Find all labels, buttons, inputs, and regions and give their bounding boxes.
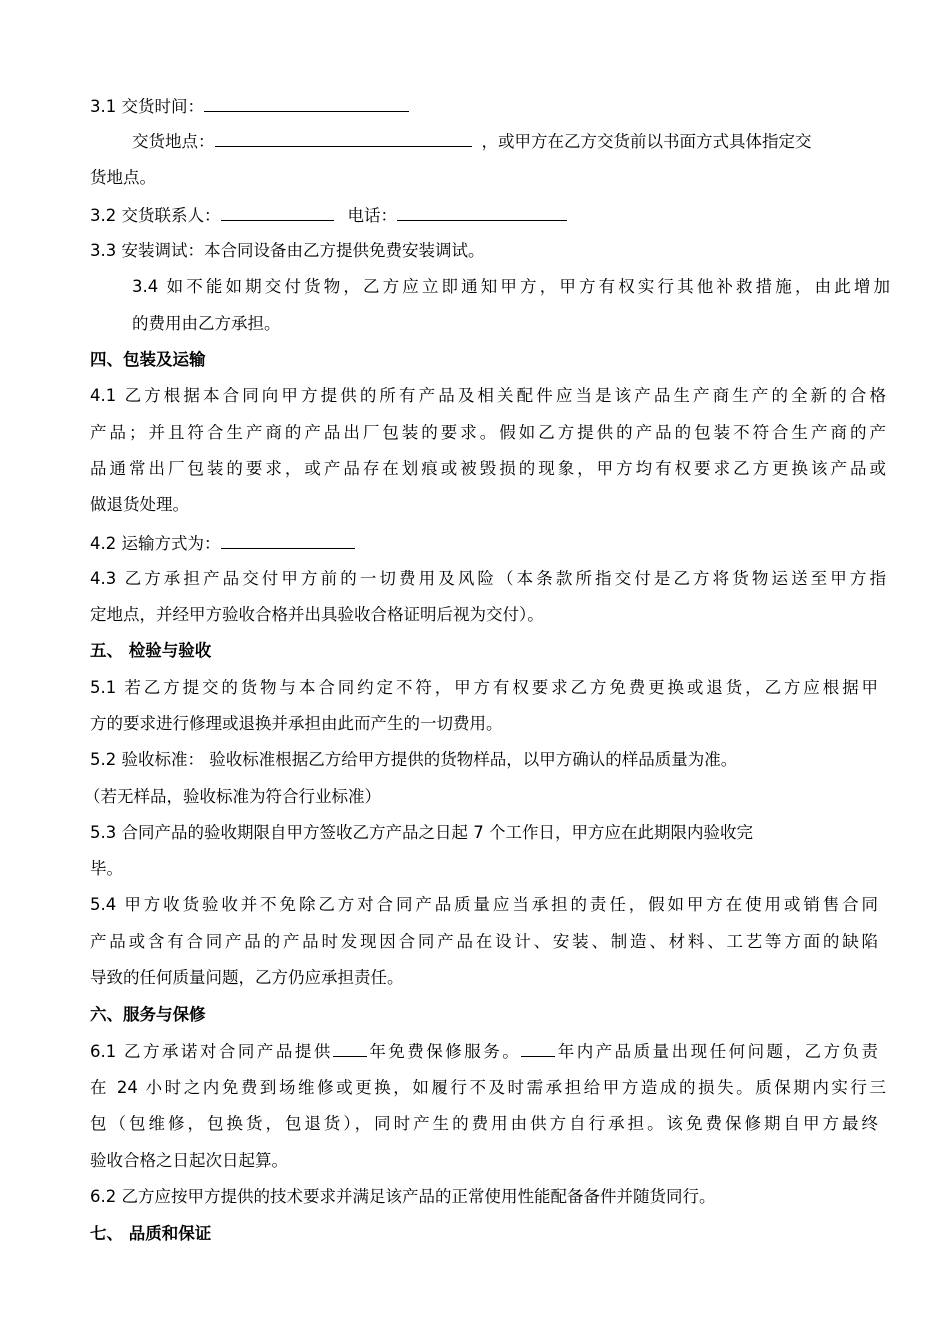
- clause-5-2: 5.2 验收标准： 验收标准根据乙方给甲方提供的货物样品，以甲方确认的样品质量为准。: [90, 750, 738, 769]
- clause-4-1-cont-1: 产品；并且符合生产商的产品出厂包装的要求。假如乙方提供的产品的包装不符合生产商的产: [90, 423, 886, 442]
- clause-3-1-place: [132, 130, 878, 153]
- clause-3-1: [90, 95, 409, 118]
- phone-label: 电话：: [347, 206, 397, 225]
- clause-3-2: [90, 204, 567, 227]
- clause-5-4-cont-2: 导致的任何质量问题，乙方仍应承担责任。: [90, 968, 404, 987]
- delivery-place-label: 交货地点：: [132, 132, 215, 151]
- delivery-time-blank: [204, 95, 409, 112]
- warranty-text-2: 年免费保修服务。: [366, 1042, 522, 1061]
- contact-label: 3.2 交货联系人：: [90, 206, 221, 225]
- clause-6-1-cont-3: 验收合格之日起次日起算。: [90, 1151, 288, 1170]
- clause-3-1-text: 3.1 交货时间：: [90, 97, 204, 116]
- warranty-text-3: 年内产品质量出现任何问题，乙方负责: [555, 1042, 878, 1061]
- clause-3-1-cont: 货地点。: [90, 168, 156, 187]
- clause-4-1: 4.1 乙方根据本合同向甲方提供的所有产品及相关配件应当是该产品生产商生产的全新的合格: [90, 386, 886, 405]
- clause-5-2-cont: （若无样品，验收标准为符合行业标准）: [84, 787, 381, 806]
- section-6-heading: 六、服务与保修: [90, 1005, 206, 1024]
- clause-5-1: 5.1 若乙方提交的货物与本合同约定不符，甲方有权要求乙方免费更换或退货，乙方应根据甲: [90, 678, 878, 697]
- contact-blank: [221, 204, 334, 221]
- clause-5-3-cont: 毕。: [90, 859, 123, 878]
- phone-blank: [397, 204, 567, 221]
- clause-4-3: 4.3 乙方承担产品交付甲方前的一切费用及风险（本条款所指交付是乙方将货物运送至甲方指: [90, 569, 886, 588]
- clause-3-3: 3.3 安装调试：本合同设备由乙方提供免费安装调试。: [90, 241, 485, 260]
- clause-4-1-cont-3: 做退货处理。: [90, 495, 189, 514]
- clause-4-3-cont: 定地点，并经甲方验收合格并出具验收合格证明后视为交付）。: [90, 605, 544, 624]
- section-5-heading: 五、 检验与验收: [90, 641, 212, 660]
- transport-blank: [221, 532, 355, 549]
- clause-5-1-cont: 方的要求进行修理或退换并承担由此而产生的一切费用。: [90, 714, 503, 733]
- transport-label: 4.2 运输方式为：: [90, 534, 221, 553]
- section-4-heading: 四、包装及运输: [90, 350, 206, 369]
- clause-3-4-cont: 的费用由乙方承担。: [132, 314, 281, 333]
- clause-6-1-cont-1: 在 24 小时之内免费到场维修或更换，如履行不及时需承担给甲方造成的损失。质保期内实行三: [90, 1078, 886, 1097]
- delivery-place-text: ，或甲方在乙方交货前以书面方式具体指定交: [481, 132, 812, 151]
- warranty-years-blank-2: [521, 1040, 555, 1057]
- delivery-place-blank: [215, 130, 472, 147]
- clause-6-1: [90, 1040, 878, 1063]
- clause-5-3: 5.3 合同产品的验收期限自甲方签收乙方产品之日起 7 个工作日，甲方应在此期限内验收完: [90, 823, 753, 842]
- clause-4-2: [90, 532, 355, 555]
- clause-6-2: 6.2 乙方应按甲方提供的技术要求并满足该产品的正常使用性能配备备件并随货同行。: [90, 1187, 716, 1206]
- warranty-text-1: 6.1 乙方承诺对合同产品提供: [90, 1042, 333, 1061]
- clause-5-4: 5.4 甲方收货验收并不免除乙方对合同产品质量应当承担的责任，假如甲方在使用或销售合同: [90, 895, 878, 914]
- clause-3-4: 3.4 如不能如期交付货物，乙方应立即通知甲方，甲方有权实行其他补救措施，由此增加: [132, 277, 890, 296]
- clause-5-4-cont-1: 产品或含有合同产品的产品时发现因合同产品在设计、安装、制造、材料、工艺等方面的缺陷: [90, 932, 878, 951]
- clause-6-1-cont-2: 包（包维修，包换货，包退货），同时产生的费用由供方自行承担。该免费保修期自甲方最终: [90, 1114, 878, 1133]
- warranty-years-blank-1: [333, 1040, 367, 1057]
- clause-4-1-cont-2: 品通常出厂包装的要求，或产品存在划痕或被毁损的现象，甲方均有权要求乙方更换该产品或: [90, 459, 886, 478]
- section-7-heading: 七、 品质和保证: [90, 1224, 212, 1243]
